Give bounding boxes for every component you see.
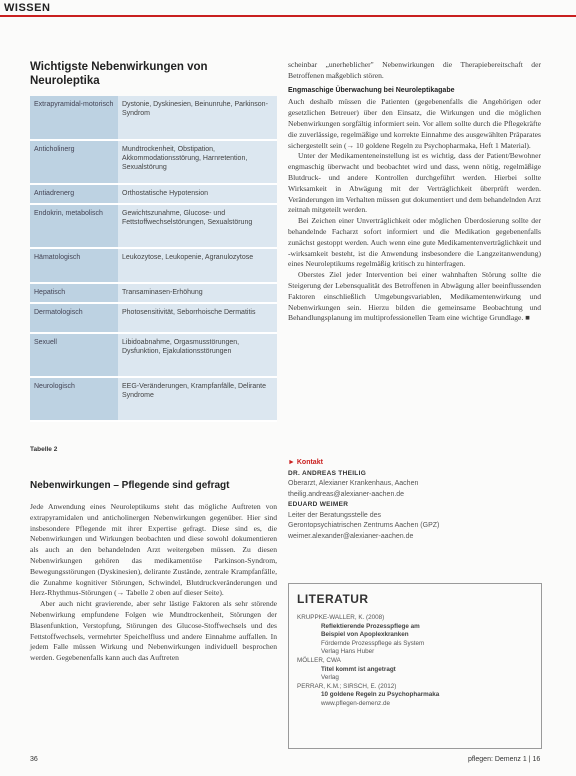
table-cell-category: Hämatologisch <box>30 248 118 283</box>
literature-line: Verlag Hans Huber <box>321 648 375 656</box>
contact-label: ► Kontakt <box>288 459 323 466</box>
table-row <box>30 248 277 283</box>
paragraph: Auch deshalb müssen die Patienten (gegebenenfalls die Angehörigen oder gesetzlichen Betreuer) über den Einsatz, die Wirkungen und die möglichen Nebenwirkungen sorgfältig informiert sein. Vor allem sollte durch die Pflegekräfte die zuverlässige, regelmäßige und korrekte Einnahme des ausgewählten Präparates sichergestellt sein (→ 10 goldene Regeln zu Psychopharmaka, Heft 1 Material). <box>288 97 541 150</box>
table-row <box>30 140 277 184</box>
contact-name: DR. ANDREAS THEILIG <box>288 469 367 477</box>
table-cell-effects: Photosensitivität, Seborrhoische Dermatitis <box>118 303 277 333</box>
contact-email[interactable]: weimer.alexander@alexianer-aachen.de <box>288 532 414 540</box>
table-row <box>30 204 277 248</box>
paragraph: Aber auch nicht gravierende, aber sehr lästige Faktoren als sehr störende Nebenwirkung empfundene Folgen wie Mundtrockenheit, Störungen der Blasenfunktion, Verstopfung, Störungen des Glucose-Stoffwechsels und des Fettstoffwechsels, vermehrter Speichelfluss und andere Einnahme auffallen. In jedem Falle müssen Wirkung und Nebenwirkungen individuell besprochen werden. Gegebenenfalls kann auch das Auftreten <box>30 599 277 663</box>
table-cell-category: Antiadrenerg <box>30 184 118 204</box>
literature-author: KRUPPKE-WALLER, K. (2008) <box>297 614 385 621</box>
literature-list <box>297 614 533 709</box>
contact-line: Leiter der Beratungsstelle des <box>288 511 381 519</box>
paragraph: Unter der Medikamenteneinstellung ist es wichtig, dass der Patient/Bewohner engmaschig überwacht und beobachtet wird und dass, wenn nötig, regelmäßige Blutdruck- und andere Kontrollen durchgeführt werden. Hierbei sollte Wirksamkeit in Abwägung mit der Verträglichkeit überprüft werden. Veränderungen im Verhalten müssen gut dokumentiert und dem behandelnden Arzt zeitnah mitgeteilt werden. <box>288 151 541 215</box>
paragraph: Oberstes Ziel jeder Intervention bei einer wahnhaften Störung sollte die Steigerung der Lebensqualität des Betroffenen in Abwägung aller beeinflussenden Faktoren einschließlich Umgebungsvariablen, Medikamentenwirkung und Nebenwirkungen sein. Hierzu bilden die gemeinsame Beobachtung und Behandlungsplanung im multiprofessionellen Team eine wichtige Grundlage. ■ <box>288 270 541 323</box>
table-row <box>30 184 277 204</box>
table-cell-category: Neurologisch <box>30 377 118 421</box>
section-rule <box>0 15 576 17</box>
literature-line: Beispiel von Apoplexkranken <box>321 631 409 639</box>
table-cell-effects: Orthostatische Hypotension <box>118 184 277 204</box>
literature-line: www.pflegen-demenz.de <box>321 699 390 707</box>
table-cell-effects: Mundtrockenheit, Obstipation, Akkommodationsstörung, Harnretention, Sexualstörung <box>118 140 277 184</box>
literature-line: Titel kommt ist angetragt <box>321 665 396 673</box>
left-column-text <box>30 502 277 664</box>
literature-line: Fördernde Prozesspflege als System <box>321 639 425 647</box>
table-cell-effects: Dystonie, Dyskinesien, Beinunruhe, Parkinson-Syndrom <box>118 96 277 140</box>
subheading: Engmaschige Überwachung bei Neuroleptikagabe <box>288 86 455 94</box>
table-row <box>30 96 277 140</box>
table-label: Tabelle 2 <box>30 446 58 453</box>
table-cell-effects: Transaminasen-Erhöhung <box>118 283 277 303</box>
right-column-text <box>288 60 541 324</box>
table-cell-category: Hepatisch <box>30 283 118 303</box>
contact-name: EDUARD WEIMER <box>288 501 349 508</box>
table-cell-effects: Leukozytose, Leukopenie, Agranulozytose <box>118 248 277 283</box>
literature-line: 10 goldene Regeln zu Psychopharmaka <box>321 691 440 699</box>
table-cell-category: Endokrin, metabolisch <box>30 204 118 248</box>
table-row <box>30 303 277 333</box>
table-row <box>30 377 277 421</box>
table-title: Wichtigste Nebenwirkungen von Neuroleptika <box>30 61 208 87</box>
section-label: WISSEN <box>4 2 51 14</box>
table-cell-effects: Libidoabnahme, Orgasmusstörungen, Dysfunktion, Ejakulationsstörungen <box>118 333 277 377</box>
page-number: 36 <box>30 756 38 763</box>
contact-email[interactable]: theilig.andreas@alexianer-aachen.de <box>288 490 405 498</box>
table-cell-effects: EEG-Veränderungen, Krampfanfälle, Delirante Syndrome <box>118 377 277 421</box>
paragraph: Jede Anwendung eines Neuroleptikums steht das mögliche Auftreten von extrapyramidalen und anticholinergen Nebenwirkungen gegenüber. Hier sind insbesondere Pflegende mit ihrer Expertise gefragt. Diese sind es, die Nebenwirkungen und Wirkungen beobachten und diese sowohl dokumentieren als auch an den behandelnden Arzt weitergeben müssen. Zu diesen Nebenwirkungen gehören das medikamentöse Parkinson-Syndrom, Bewegungsstörungen (Dyskinesien), delirante Zustände, zentrale Krampfanfälle, die Zunahme kognitiver Störungen, Schwindel, Blutdruckveränderungen und Herz-Rhythmus-Störungen (→ Tabelle 2 oben auf dieser Seite). <box>30 502 277 598</box>
literature-author: MÖLLER, CWA <box>297 656 341 664</box>
side-effects-table <box>30 96 277 422</box>
table-cell-category: Sexuell <box>30 333 118 377</box>
table-cell-category: Extrapyramidal-motorisch <box>30 96 118 140</box>
table-cell-effects: Gewichtszunahme, Glucose- und Fettstoffwechselstörungen, Sexualstörung <box>118 204 277 248</box>
contact-box <box>288 458 538 542</box>
table-cell-category: Dermatologisch <box>30 303 118 333</box>
section-heading: Nebenwirkungen – Pflegende sind gefragt <box>30 480 230 491</box>
contact-line: Oberarzt, Alexianer Krankenhaus, Aachen <box>288 480 419 487</box>
table-cell-category: Anticholinerg <box>30 140 118 184</box>
table-row <box>30 283 277 303</box>
literature-line: Verlag <box>321 674 339 682</box>
paragraph: scheinbar „unerheblicher" Nebenwirkungen die Therapiebereitschaft der Betroffenen maßgeblich stören. <box>288 60 541 80</box>
literature-heading: LITERATUR <box>297 592 369 606</box>
journal-name: pflegen: Demenz 1 | 16 <box>468 756 541 763</box>
contact-line: Gerontopsychiatrischen Zentrums Aachen (GPZ) <box>288 522 440 529</box>
table-row <box>30 333 277 377</box>
literature-line: Reflektierende Prozesspflege am <box>321 622 420 630</box>
literature-author: PERRAR, K.M.; SIRSCH, E. (2012) <box>297 682 397 690</box>
literature-box <box>288 583 542 749</box>
paragraph: Bei Zeichen einer Unverträglichkeit oder möglichen Überdosierung sollte der behandelnde Facharzt sofort informiert und die Medikation gegebenenfalls zunächst gestoppt werden. Auch wenn eine gute Medikamentenverträglichkeit und -wirksamkeit besteht, ist die Anwendung insbesondere die Langzeitanwendung) eines Neuroleptikums regelmäßig kritisch zu hinterfragen. <box>288 216 541 269</box>
